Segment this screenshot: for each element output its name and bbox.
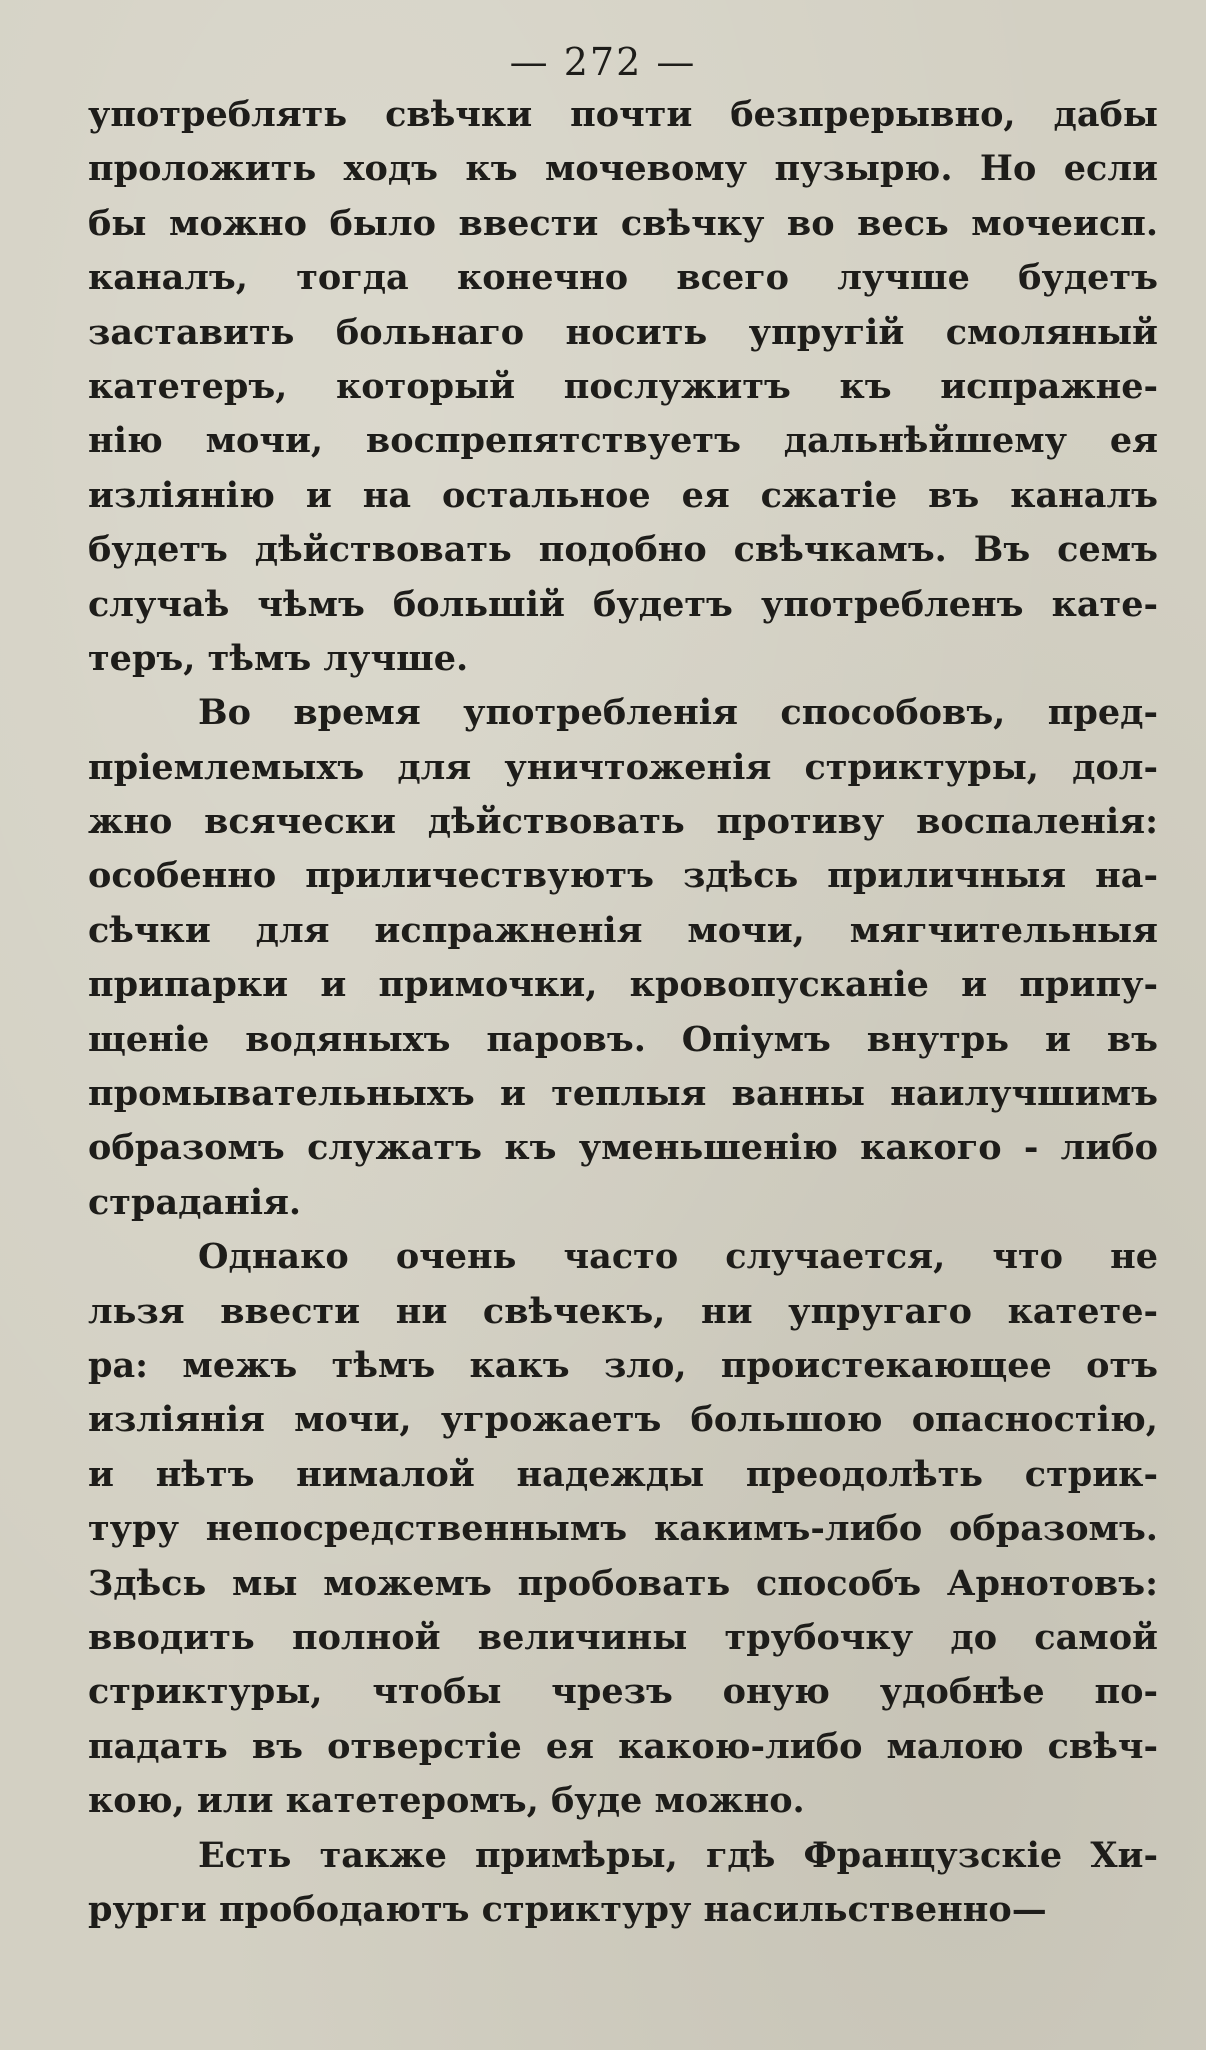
text-line: употреблять свѣчки почти безпрерывно, дабы <box>88 94 1158 135</box>
page-number: — 272 — <box>509 40 697 84</box>
text-line: кою, или катетеромъ, буде можно. <box>88 1780 805 1822</box>
text-line: Однако очень часто случается, что не <box>198 1236 1158 1278</box>
page-text <box>88 88 1158 1937</box>
text-line: и нѣтъ нималой надежды преодолѣть стрик- <box>88 1453 1158 1495</box>
text-line: катетеръ, который послужитъ къ испражне- <box>88 365 1158 407</box>
text-line: изліянія мочи, угрожаетъ большою опасностію, <box>88 1399 1158 1441</box>
text-line: промывательныхъ и теплыя ванны наилучшимъ <box>88 1073 1158 1115</box>
text-line: особенно приличествуютъ здѣсь приличныя на- <box>88 855 1158 897</box>
text-line: нію мочи, воспрепятствуетъ дальнѣйшему ея <box>88 420 1158 462</box>
paragraph <box>88 88 1158 686</box>
text-line: Есть также примѣры, гдѣ Французскіе Хи- <box>198 1834 1158 1876</box>
text-line: рурги прободаютъ стриктуру насильственно— <box>88 1888 1047 1930</box>
text-line: падать въ отверстіе ея какою-либо малою свѣч- <box>88 1725 1158 1767</box>
text-line: Во время употребленія способовъ, пред- <box>198 692 1158 734</box>
text-line: жно всячески дѣйствовать противу воспаленія: <box>88 801 1158 843</box>
text-line: пріемлемыхъ для уничтоженія стриктуры, дол- <box>88 746 1158 788</box>
text-line: заставить больнаго носить упругій смоляный <box>88 311 1158 353</box>
text-line: льзя ввести ни свѣчекъ, ни упругаго катете- <box>88 1290 1158 1332</box>
text-line: каналъ, тогда конечно всего лучше будетъ <box>88 257 1158 299</box>
text-line: случаѣ чѣмъ большій будетъ употребленъ кате- <box>88 583 1158 625</box>
text-line: вводить полной величины трубочку до самой <box>88 1616 1158 1658</box>
text-line: припарки и примочки, кровопусканіе и припу- <box>88 964 1158 1006</box>
text-line: теръ, тѣмъ лучше. <box>88 637 469 679</box>
paragraph <box>88 1230 1158 1828</box>
text-line: проложить ходъ къ мочевому пузырю. Но если <box>88 148 1158 190</box>
paragraph <box>88 1829 1158 1938</box>
text-line: изліянію и на остальное ея сжатіе въ каналъ <box>88 474 1158 516</box>
paragraph <box>88 686 1158 1230</box>
text-line: сѣчки для испражненія мочи, мягчительныя <box>88 909 1158 951</box>
text-line: ра: межъ тѣмъ какъ зло, проистекающее отъ <box>88 1344 1158 1386</box>
text-line: туру непосредственнымъ какимъ-либо образомъ. <box>88 1508 1158 1550</box>
text-line: стриктуры, чтобы чрезъ оную удобнѣе по- <box>88 1671 1158 1713</box>
text-line: страданія. <box>88 1181 302 1223</box>
text-line: бы можно было ввести свѣчку во весь мочеисп. <box>88 202 1158 244</box>
text-line: будетъ дѣйствовать подобно свѣчкамъ. Въ семъ <box>88 529 1158 571</box>
text-line: образомъ служатъ къ уменьшенію какого - либо <box>88 1127 1158 1169</box>
text-line: щеніе водяныхъ паровъ. Опіумъ внутрь и въ <box>88 1018 1158 1060</box>
text-line: Здѣсь мы можемъ пробовать способъ Арнотовъ: <box>88 1562 1158 1604</box>
